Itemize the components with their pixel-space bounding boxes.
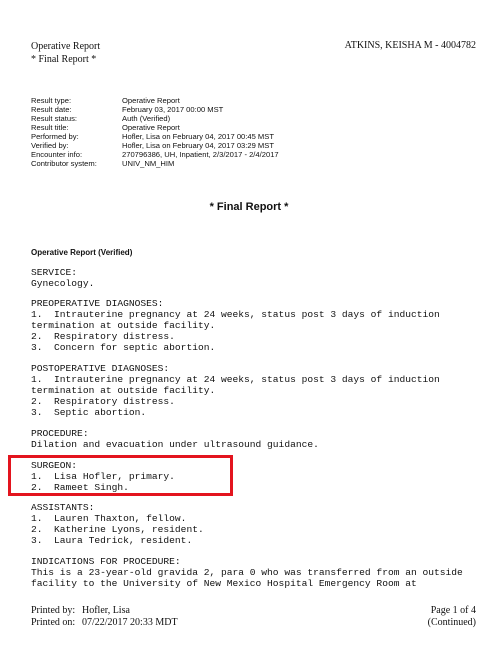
metadata-value: February 03, 2017 00:00 MST	[122, 105, 224, 114]
report-status-subtitle: * Final Report *	[31, 54, 97, 65]
metadata-row	[31, 114, 279, 123]
metadata-label: Result type:	[31, 96, 72, 105]
section-postoperative-diagnoses	[31, 363, 440, 418]
section-line: This is a 23-year-old gravida 2, para 0 who was transferred from an outside	[31, 567, 463, 578]
result-metadata	[31, 96, 279, 168]
section-assistants	[31, 502, 204, 546]
metadata-value: UNIV_NM_HIM	[122, 159, 175, 168]
metadata-label: Verified by:	[31, 141, 69, 150]
print-footer	[31, 605, 178, 629]
section-line: 1. Lauren Thaxton, fellow.	[31, 513, 187, 524]
report-header	[31, 40, 100, 66]
section-line: 1. Intrauterine pregnancy at 24 weeks, status post 3 days of induction	[31, 374, 440, 385]
section-service	[31, 267, 94, 289]
metadata-label: Result status:	[31, 114, 78, 123]
section-line: ASSISTANTS:	[31, 502, 95, 513]
metadata-value: Operative Report	[122, 96, 180, 105]
metadata-value: 270796386, UH, Inpatient, 2/3/2017 - 2/4/2017	[122, 150, 279, 159]
printed-on-label: Printed on:	[31, 617, 76, 628]
metadata-label: Performed by:	[31, 132, 79, 141]
section-line: PROCEDURE:	[31, 428, 89, 439]
metadata-row	[31, 132, 279, 141]
section-line: PREOPERATIVE DIAGNOSES:	[31, 298, 164, 309]
metadata-label: Contributor system:	[31, 159, 97, 168]
section-line: 1. Lisa Hofler, primary.	[31, 471, 175, 482]
metadata-value: Operative Report	[122, 123, 180, 132]
section-line: facility to the University of New Mexico Hospital Emergency Room at	[31, 578, 417, 589]
metadata-value: Hofler, Lisa on February 04, 2017 00:45 MST	[122, 132, 274, 141]
section-line: SURGEON:	[31, 460, 78, 471]
section-line: 3. Septic abortion.	[31, 407, 147, 418]
printed-by-label: Printed by:	[31, 605, 76, 616]
continued-label: (Continued)	[427, 617, 476, 628]
section-line: Gynecology.	[31, 278, 95, 289]
section-line: 2. Rameet Singh.	[31, 482, 129, 493]
section-line: Dilation and evacuation under ultrasound guidance.	[31, 439, 319, 450]
section-line: POSTOPERATIVE DIAGNOSES:	[31, 363, 170, 374]
metadata-row	[31, 96, 279, 105]
metadata-row	[31, 159, 279, 168]
report-type-title: Operative Report	[31, 41, 101, 52]
section-line: termination at outside facility.	[31, 385, 216, 396]
patient-name-id: ATKINS, KEISHA M - 4004782	[344, 40, 476, 51]
final-report-title: * Final Report *	[209, 201, 289, 213]
section-line: 3. Laura Tedrick, resident.	[31, 535, 193, 546]
surgeon-highlight-box	[8, 455, 233, 496]
metadata-value: Hofler, Lisa on February 04, 2017 03:29 MST	[122, 141, 274, 150]
section-procedure	[31, 428, 319, 450]
section-line: 2. Katherine Lyons, resident.	[31, 524, 204, 535]
printed-by-value: Hofler, Lisa	[82, 605, 130, 616]
report-heading: Operative Report (Verified)	[31, 248, 133, 257]
metadata-row	[31, 105, 279, 114]
metadata-label: Encounter info:	[31, 150, 83, 159]
metadata-value: Auth (Verified)	[122, 114, 171, 123]
metadata-row	[31, 123, 279, 132]
section-line: 3. Concern for septic abortion.	[31, 342, 216, 353]
section-line: 2. Respiratory distress.	[31, 331, 175, 342]
metadata-label: Result title:	[31, 123, 69, 132]
section-line: 1. Intrauterine pregnancy at 24 weeks, status post 3 days of induction	[31, 309, 440, 320]
metadata-label: Result date:	[31, 105, 72, 114]
section-indications	[31, 556, 463, 589]
section-line: INDICATIONS FOR PROCEDURE:	[31, 556, 181, 567]
section-line: termination at outside facility.	[31, 320, 216, 331]
printed-on-value: 07/22/2017 20:33 MDT	[82, 617, 178, 628]
section-preoperative-diagnoses	[31, 298, 440, 353]
metadata-row	[31, 141, 279, 150]
metadata-row	[31, 150, 279, 159]
page-indicator	[428, 605, 476, 629]
section-line: SERVICE:	[31, 267, 78, 278]
section-line: 2. Respiratory distress.	[31, 396, 175, 407]
page-number: Page 1 of 4	[430, 605, 476, 616]
